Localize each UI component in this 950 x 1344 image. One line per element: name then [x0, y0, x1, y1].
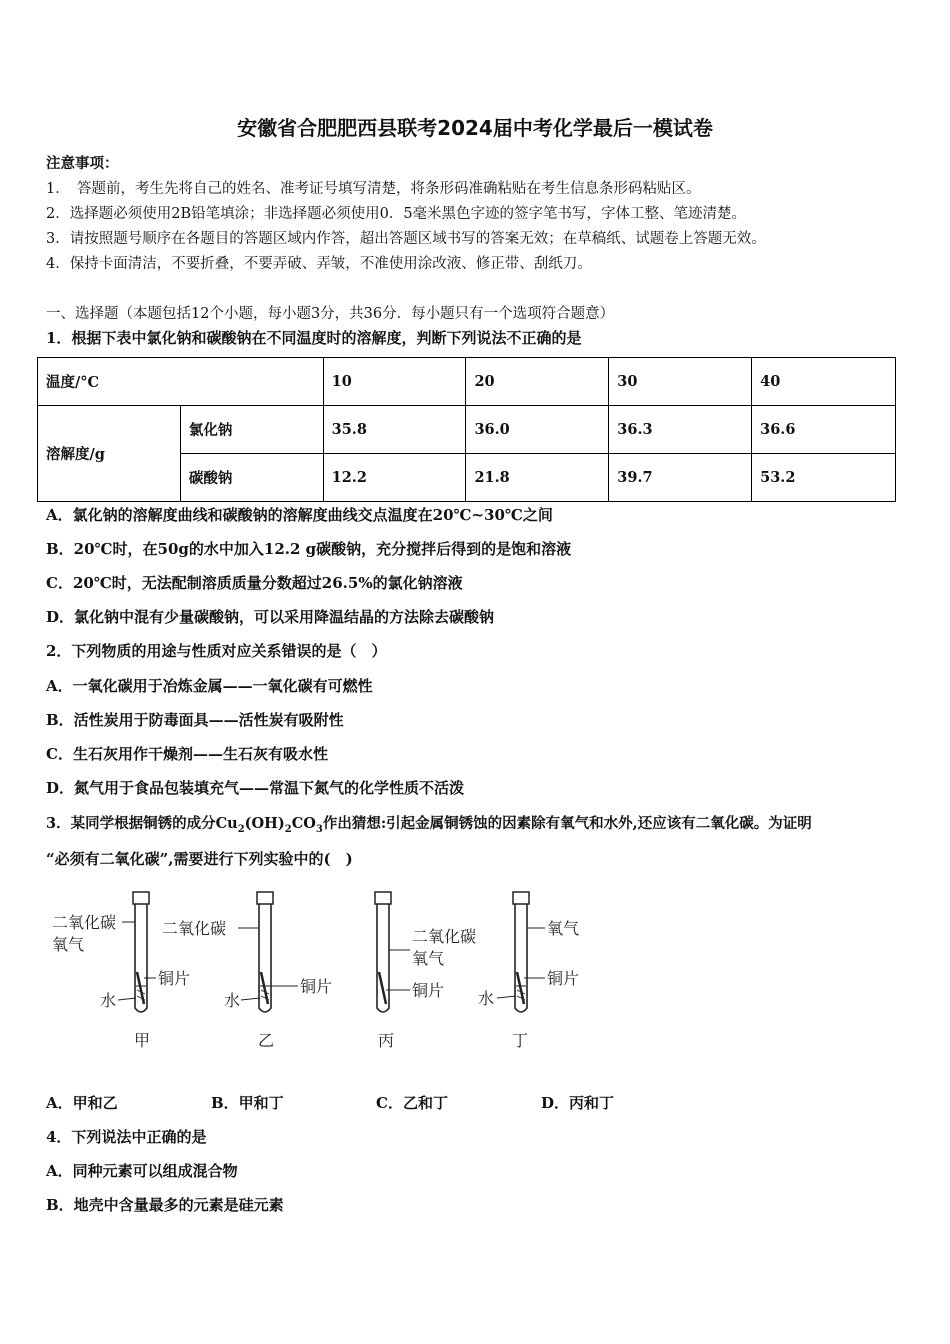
answer-option: A．一氧化碳用于冶炼金属——一氧化碳有可燃性 — [46, 677, 373, 695]
chemical-formula: $Cu_2(OH)_2CO_3$ — [215, 815, 323, 835]
table-cell: 21.8 — [466, 454, 609, 502]
notice-heading: 注意事项： — [46, 155, 119, 172]
table-cell: 40 — [752, 358, 896, 406]
stem-text: 3．某同学根据铜锈的成分 — [46, 815, 216, 832]
label-copper: 铜片 — [300, 977, 333, 996]
table-row — [38, 358, 896, 406]
answer-option: D．丙和丁 — [541, 1094, 615, 1112]
stem-text: 作出猜想:引起金属铜锈蚀的因素除有氧气和水外,还应该有二氧化碳。为证明 — [322, 815, 812, 832]
tube-label: 乙 — [258, 1031, 275, 1050]
table-cell: 10 — [323, 358, 466, 406]
label-water: 水 — [478, 989, 495, 1008]
table-cell: 碳酸钠 — [180, 454, 323, 502]
question-stem-line2: “必须有二氧化碳”,需要进行下列实验中的( ) — [46, 850, 353, 868]
answer-option: C．生石灰用作干燥剂——生石灰有吸水性 — [46, 745, 328, 763]
answer-option: B．甲和丁 — [211, 1094, 284, 1112]
tube-jia — [118, 892, 156, 1012]
question-stem: 2．下列物质的用途与性质对应关系错误的是（ ） — [46, 642, 387, 660]
experiment-figure — [40, 880, 600, 1060]
label-co2: 二氧化碳 — [412, 927, 477, 946]
label-o2: 氧气 — [547, 919, 580, 938]
label-co2: 二氧化碳 — [52, 913, 117, 932]
notice-item: 2．选择题必须使用2B铅笔填涂；非选择题必须使用0．5毫米黑色字迹的签字笔书写，字体工整、笔迹清楚。 — [46, 206, 747, 222]
tube-label: 丙 — [378, 1031, 395, 1050]
notice-item: 3．请按照题号顺序在各题目的答题区域内作答，超出答题区域书写的答案无效；在草稿纸、试题卷上答题无效。 — [46, 231, 766, 247]
table-cell: 温度/°C — [38, 358, 324, 406]
table-cell: 氯化钠 — [180, 406, 323, 454]
section-heading: 一、选择题（本题包括12个小题，每小题3分，共36分．每小题只有一个选项符合题意） — [46, 306, 615, 322]
answer-option: B．20℃时，在50g的水中加入12.2 g碳酸钠，充分搅拌后得到的是饱和溶液 — [46, 540, 572, 558]
label-copper: 铜片 — [412, 981, 445, 1000]
label-water: 水 — [100, 991, 117, 1010]
tube-yi — [238, 892, 298, 1012]
table-cell: 36.6 — [752, 406, 896, 454]
answer-option: C．乙和丁 — [376, 1094, 448, 1112]
table-cell: 36.0 — [466, 406, 609, 454]
notice-item: 1． 答题前，考生先将自己的姓名、准考证号填写清楚，将条形码准确粘贴在考生信息条形码粘贴区。 — [46, 181, 701, 197]
table-cell: 12.2 — [323, 454, 466, 502]
label-water: 水 — [224, 991, 241, 1010]
tube-ding — [497, 892, 545, 1012]
answer-option: A．同种元素可以组成混合物 — [46, 1162, 238, 1180]
answer-option: B．活性炭用于防毒面具——活性炭有吸附性 — [46, 711, 344, 729]
tube-label: 丁 — [512, 1031, 529, 1050]
notice-item: 4．保持卡面清洁，不要折叠，不要弄破、弄皱，不准使用涂改液、修正带、刮纸刀。 — [46, 256, 592, 272]
page-title: 安徽省合肥肥西县联考2024届中考化学最后一模试卷 — [237, 116, 713, 140]
label-co2: 二氧化碳 — [162, 919, 227, 938]
table-cell: 39.7 — [609, 454, 752, 502]
table-cell: 30 — [609, 358, 752, 406]
tube-bing — [375, 892, 410, 1012]
table-cell: 20 — [466, 358, 609, 406]
answer-option: A．氯化钠的溶解度曲线和碳酸钠的溶解度曲线交点温度在20℃~30℃之间 — [46, 506, 553, 524]
table-cell: 溶解度/g — [38, 406, 181, 502]
table-row — [38, 406, 896, 454]
solubility-table — [37, 357, 896, 502]
label-o2: 氧气 — [52, 935, 85, 954]
question-stem: 4．下列说法中正确的是 — [46, 1128, 207, 1146]
answer-option: A．甲和乙 — [46, 1094, 118, 1112]
label-copper: 铜片 — [547, 969, 580, 988]
label-copper: 铜片 — [158, 969, 191, 988]
answer-option: B．地壳中含量最多的元素是硅元素 — [46, 1196, 284, 1214]
answer-option: D．氮气用于食品包装填充气——常温下氮气的化学性质不活泼 — [46, 779, 465, 797]
table-cell: 53.2 — [752, 454, 896, 502]
question-stem: 1．根据下表中氯化钠和碳酸钠在不同温度时的溶解度，判断下列说法不正确的是 — [46, 329, 582, 347]
tube-label: 甲 — [134, 1031, 151, 1050]
answer-option: D．氯化钠中混有少量碳酸钠，可以采用降温结晶的方法除去碳酸钠 — [46, 608, 495, 626]
table-cell: 36.3 — [609, 406, 752, 454]
table-cell: 35.8 — [323, 406, 466, 454]
answer-option: C．20℃时，无法配制溶质质量分数超过26.5%的氯化钠溶液 — [46, 574, 463, 592]
label-o2: 氧气 — [412, 949, 445, 968]
question-stem — [46, 812, 812, 835]
